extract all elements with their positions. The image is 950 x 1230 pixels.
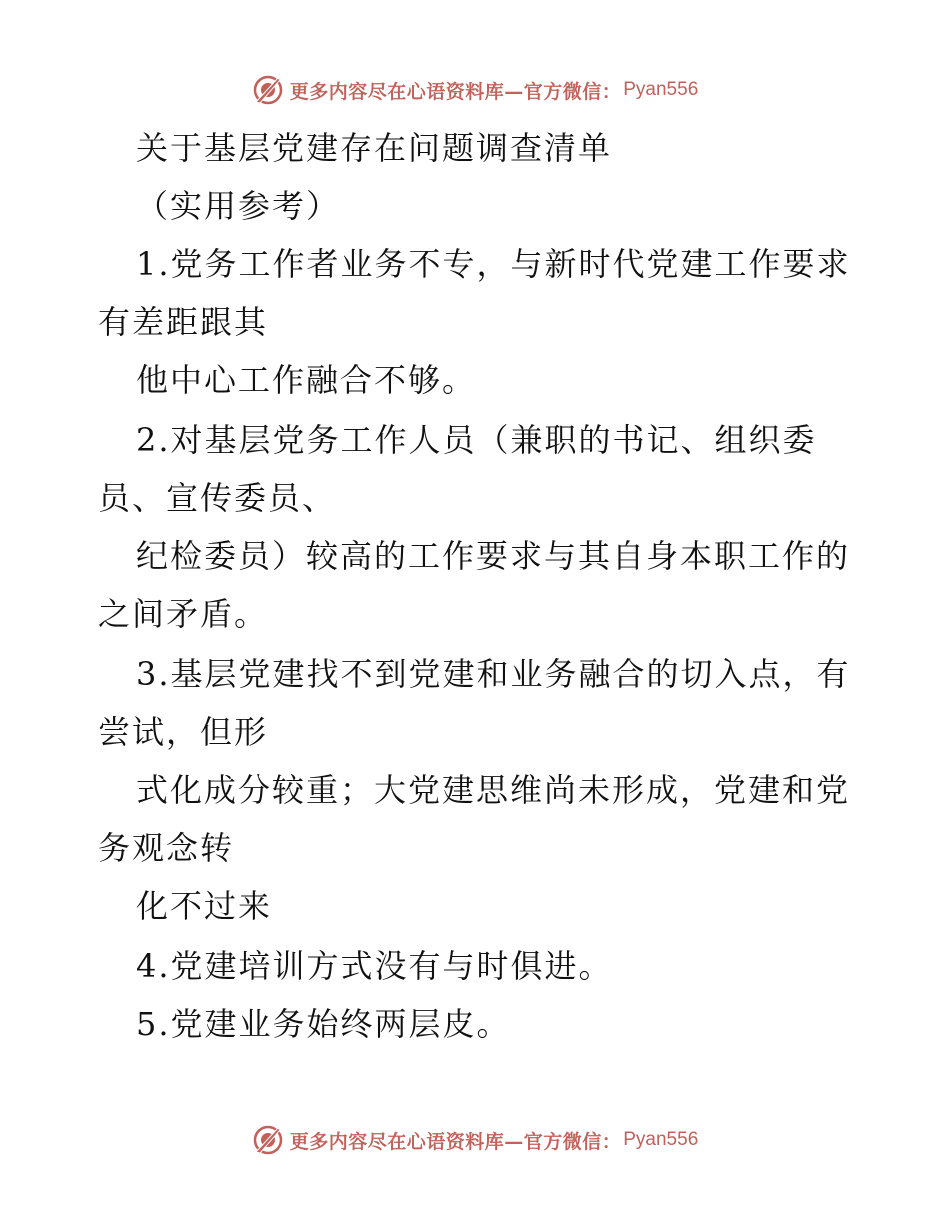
paragraph-line: 尝试，但形 bbox=[98, 713, 269, 751]
paragraph-line: 他中心工作融合不够。 bbox=[136, 361, 477, 399]
paragraph-line: 3.基层党建找不到党建和业务融合的切入点，有 bbox=[136, 655, 851, 693]
paragraph-line: 有差距跟其 bbox=[98, 303, 269, 341]
paragraph-line: 员、宣传委员、 bbox=[98, 479, 337, 517]
document-subtitle: （实用参考） bbox=[136, 187, 341, 225]
paragraph-line: 4.党建培训方式没有与时俱进。 bbox=[136, 947, 613, 985]
paragraph-line: 务观念转 bbox=[98, 829, 235, 867]
watermark-text: 更多内容尽在心语资料库—官方微信： bbox=[289, 80, 622, 103]
footer-watermark bbox=[0, 1120, 950, 1160]
paragraph-line: 式化成分较重；大党建思维尚未形成，党建和党 bbox=[136, 771, 851, 809]
quill-logo-icon bbox=[252, 1124, 284, 1156]
watermark-wechat-id: Pyan556 bbox=[623, 79, 699, 100]
document-title: 关于基层党建存在问题调查清单 bbox=[136, 129, 613, 167]
paragraph-line: 1.党务工作者业务不专，与新时代党建工作要求 bbox=[136, 245, 851, 283]
quill-logo-icon bbox=[252, 74, 284, 106]
watermark-text: 更多内容尽在心语资料库—官方微信： bbox=[289, 1130, 622, 1153]
watermark-wechat-id: Pyan556 bbox=[623, 1129, 699, 1150]
paragraph-line: 5.党建业务始终两层皮。 bbox=[136, 1005, 511, 1043]
header-watermark bbox=[0, 70, 950, 110]
paragraph-line: 之间矛盾。 bbox=[98, 595, 269, 633]
paragraph-line: 化不过来 bbox=[136, 887, 273, 925]
paragraph-line: 纪检委员）较高的工作要求与其自身本职工作的 bbox=[136, 537, 851, 575]
paragraph-line: 2.对基层党务工作人员（兼职的书记、组织委 bbox=[136, 421, 817, 459]
